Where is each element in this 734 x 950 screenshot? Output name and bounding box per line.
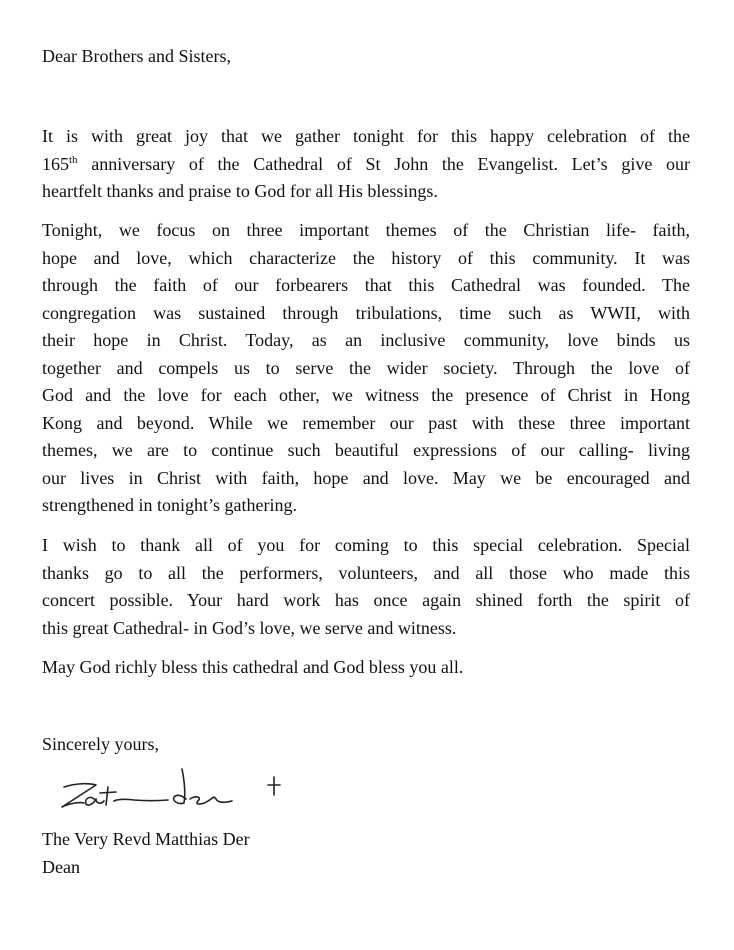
- signer-title: Dean: [42, 856, 80, 877]
- paragraph: [42, 532, 690, 642]
- closing-text: Sincerely yours,: [42, 734, 159, 754]
- text-line: God and the love for each other, we witness the presence of Christ in Hong: [42, 385, 690, 405]
- text-line: Tonight, we focus on three important themes of the Christian life- faith,: [42, 220, 690, 240]
- text-line: [42, 151, 690, 179]
- salutation-text: Dear Brothers and Sisters,: [42, 46, 231, 66]
- text-line: their hope in Christ. Today, as an inclusive community, love binds us: [42, 330, 690, 350]
- text-line: themes, we are to continue such beautiful expressions of our calling- living: [42, 440, 690, 460]
- text-line: thanks go to all the performers, volunteers, and all those who made this: [42, 562, 690, 583]
- signature: [56, 765, 296, 825]
- text-line: together and compels us to serve the wider society. Through the love of: [42, 357, 690, 378]
- text-span: anniversary of the Cathedral of St John the Evangelist. Let’s give our: [77, 153, 690, 174]
- text-line: I wish to thank all of you for coming to this special celebration. Special: [42, 535, 690, 555]
- text-line: Kong and beyond. While we remember our past with these three important: [42, 412, 690, 433]
- paragraph: [42, 123, 690, 206]
- text-line: our lives in Christ with faith, hope and love. May we be encouraged and: [42, 467, 690, 488]
- text-line: congregation was sustained through tribulations, time such as WWII, with: [42, 302, 690, 323]
- salutation: [42, 43, 690, 71]
- text-line: It is with great joy that we gather tonight for this happy celebration of the: [42, 126, 690, 146]
- ordinal-suffix: th: [69, 153, 78, 166]
- signer-block: [42, 826, 690, 881]
- paragraph: [42, 654, 690, 682]
- text-line: May God richly bless this cathedral and God bless you all.: [42, 657, 464, 677]
- text-line: concert possible. Your hard work has once again shined forth the spirit of: [42, 590, 690, 610]
- text-line: heartfelt thanks and praise to God for all His blessings.: [42, 181, 438, 201]
- text-line: through the faith of our forbearers that this Cathedral was founded. The: [42, 275, 690, 295]
- paragraph: [42, 217, 690, 520]
- text-line: strengthened in tonight’s gathering.: [42, 495, 297, 515]
- text-line: this great Cathedral- in God’s love, we serve and witness.: [42, 617, 457, 638]
- text-span: 165: [42, 153, 69, 174]
- closing: [42, 731, 690, 759]
- text-line: hope and love, which characterize the history of this community. It was: [42, 247, 690, 268]
- signer-name: The Very Revd Matthias Der: [42, 829, 250, 849]
